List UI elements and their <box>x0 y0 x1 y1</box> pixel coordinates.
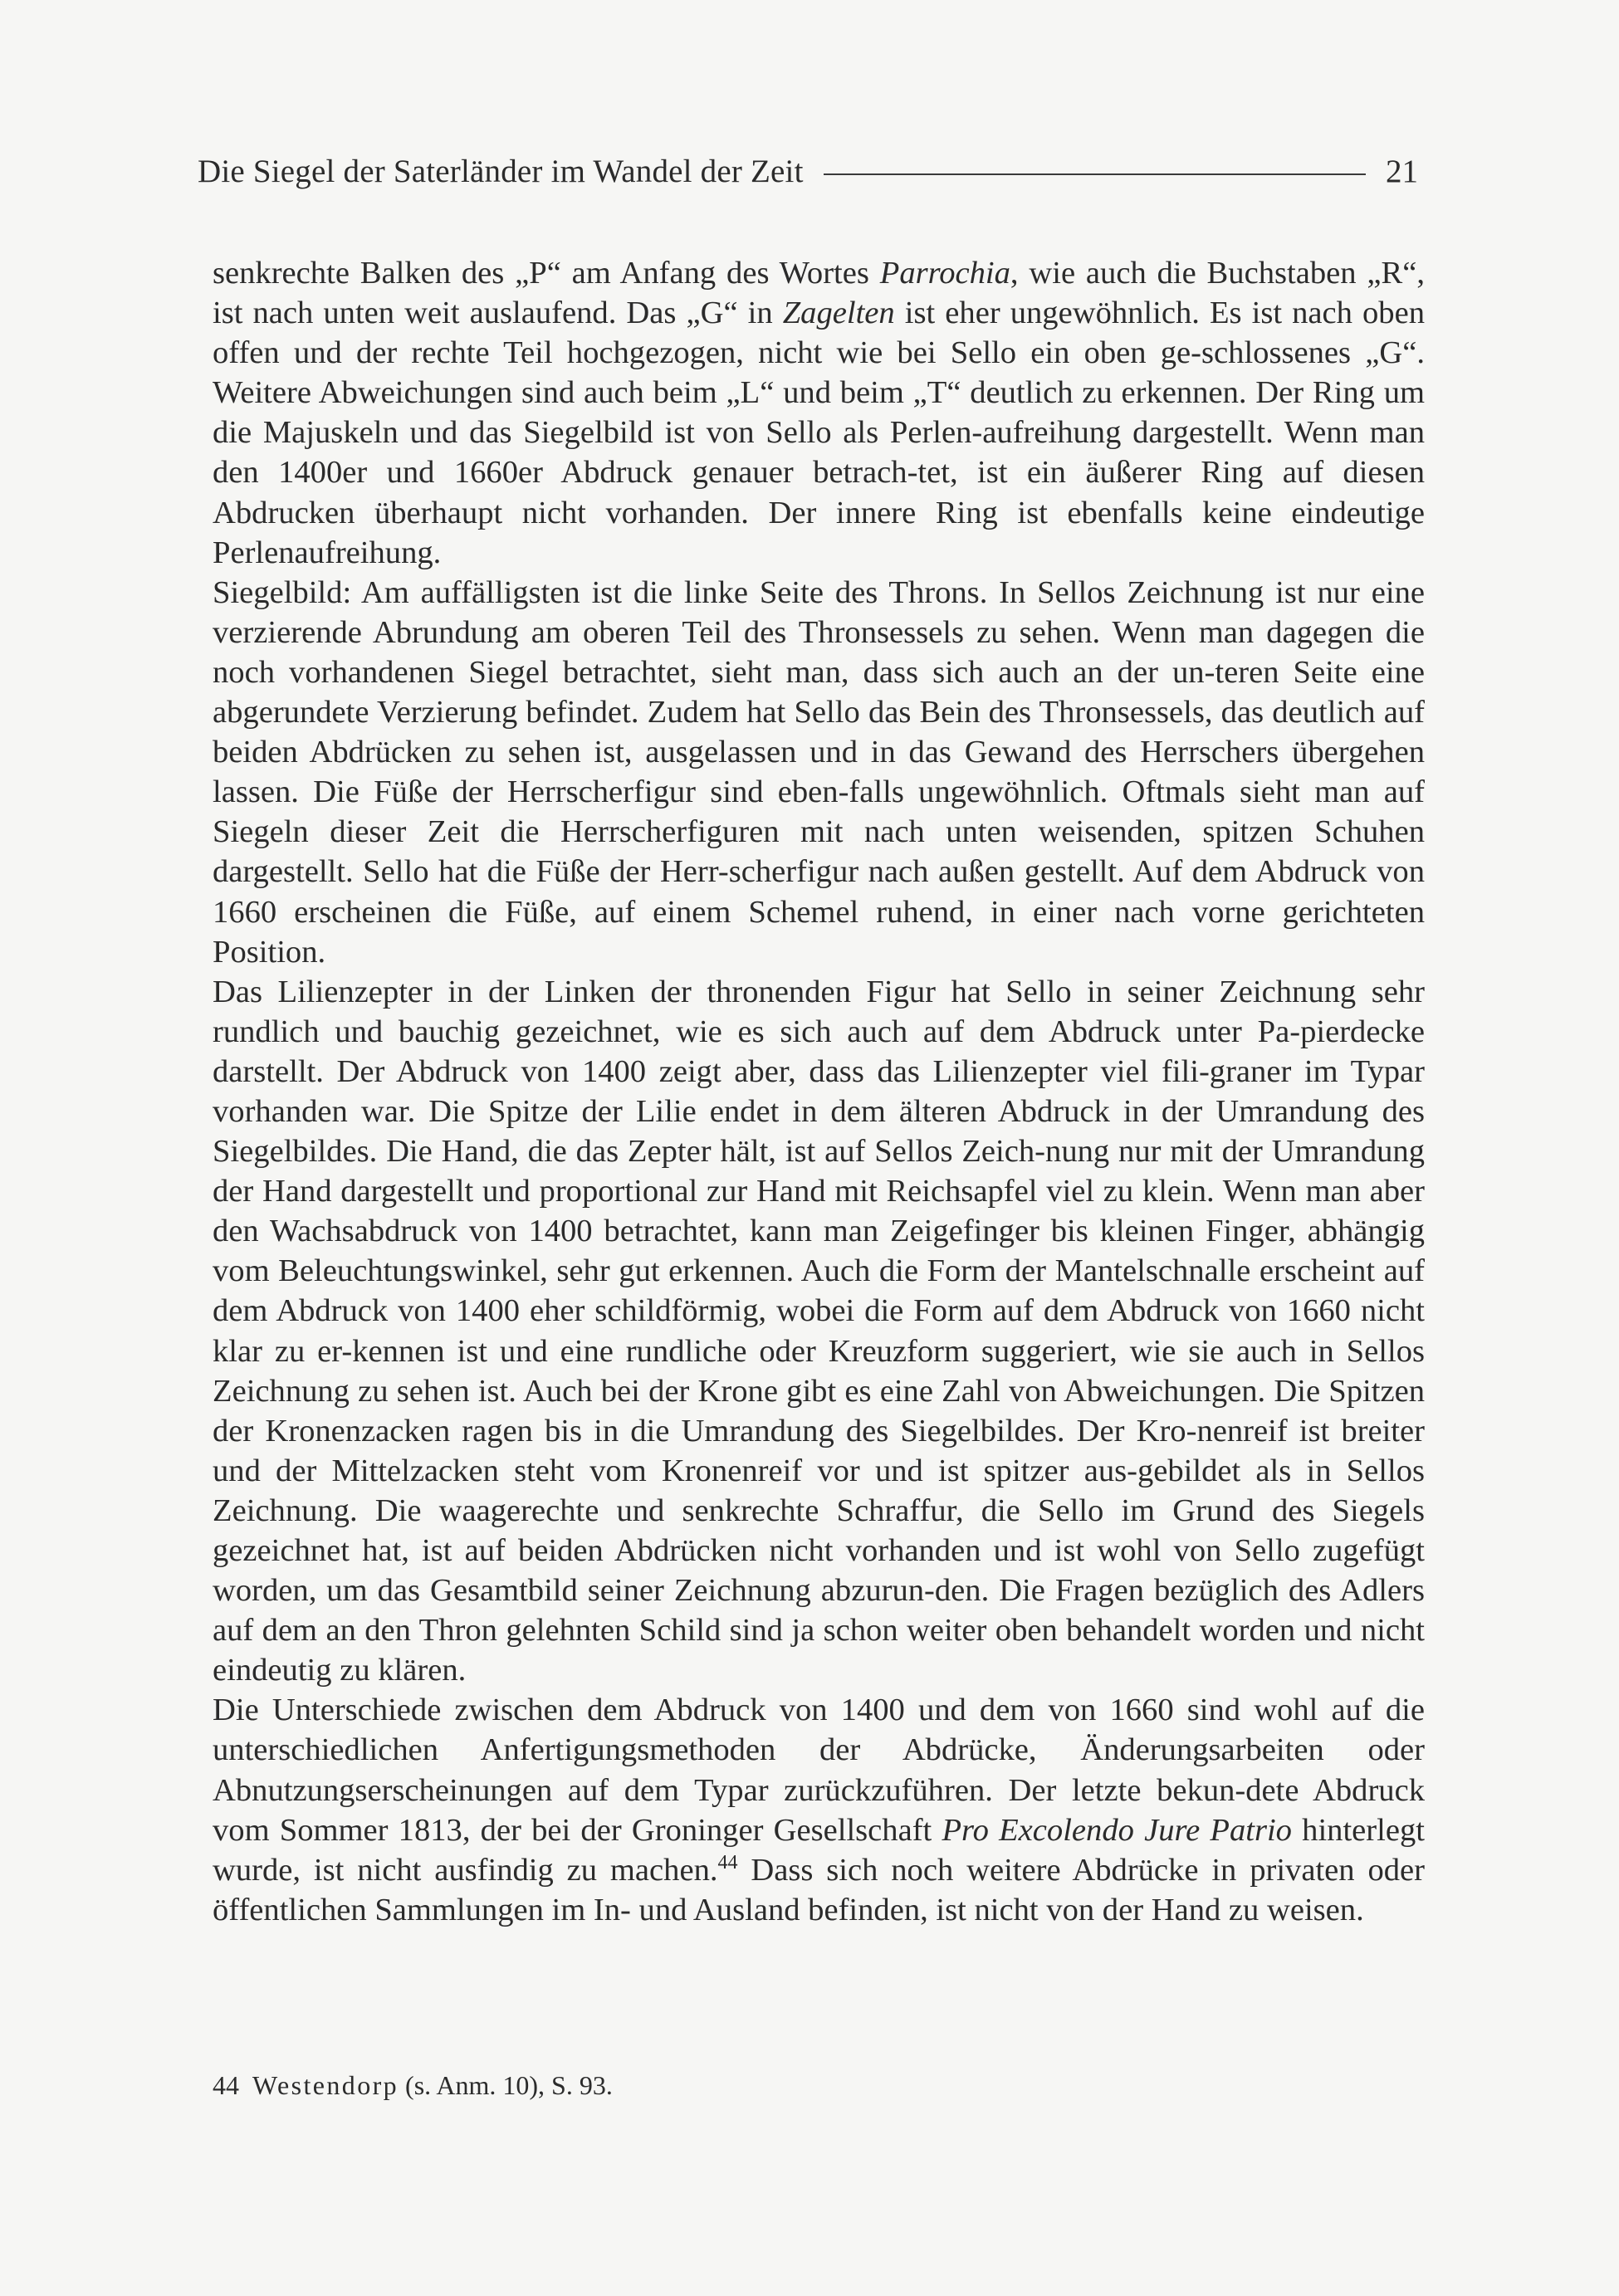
footnote-number: 44 <box>213 2070 239 2100</box>
paragraph <box>213 573 1425 972</box>
italic-text: Parrochia <box>879 256 1010 291</box>
italic-text: Pro Excolendo Jure Patrio <box>942 1812 1292 1848</box>
paragraph <box>213 253 1425 573</box>
header-rule <box>824 173 1366 175</box>
paragraph <box>213 972 1425 1691</box>
footnote-author: Westendorp <box>252 2070 399 2100</box>
footnote-reference: 44 <box>717 1851 738 1873</box>
text-run: senkrechte Balken des „P“ am Anfang des Wortes <box>213 256 880 291</box>
running-head <box>198 146 1418 196</box>
italic-text: Zagelten <box>782 296 895 331</box>
page-number: 21 <box>1386 153 1418 189</box>
text-run: Das Lilienzepter in der Linken der thronenden Figur hat Sello in seiner Zeichnung sehr rundlich und bauchig gezeichnet, wie es sich auch auf dem Abdruck unter Pa-pierdecke darstellt. Der Abdruck von 1400 zeigt aber, dass das Lilienzepter viel fili-graner im Typar vorhanden war. Die Spitze der Lilie endet in dem älteren Abdruck in der Umrandung des Siegelbildes. Die Hand, die das Zepter hält, ist auf Sellos Zeich-nung nur mit der Umrandung der Hand dargestellt und proportional zur Hand mit Reichsapfel viel zu klein. Wenn man aber den Wachsabdruck von 1400 betrachtet, kann man Zeigefinger bis kleinen Finger, abhängig vom Beleuchtungswinkel, sehr gut erkennen. Auch die Form der Mantelschnalle erscheint auf dem Abdruck von 1400 eher schildförmig, wobei die Form auf dem Abdruck von 1660 nicht klar zu er-kennen ist und eine rundliche oder Kreuzform suggeriert, wie sie auch in Sellos Zeichnung zu sehen ist. Auch bei der Krone gibt es eine Zahl von Abweichungen. Die Spitzen der Kronenzacken ragen bis in die Umrandung des Siegelbildes. Der Kro-nenreif ist breiter und der Mittelzacken steht vom Kronenreif vor und ist spitzer aus-gebildet als in Sellos Zeichnung. Die waagerechte und senkrechte Schraffur, die Sello im Grund des Siegels gezeichnet hat, ist auf beiden Abdrücken nicht vorhanden und ist wohl von Sello zugefügt worden, um das Gesamtbild seiner Zeichnung abzurun-den. Die Fragen bezüglich des Adlers auf dem an den Thron gelehnten Schild sind ja schon weiter oben behandelt worden und nicht eindeutig zu klären. <box>213 974 1425 1688</box>
body-text <box>213 253 1425 1930</box>
text-run: ist eher ungewöhnlich. Es ist nach oben offen und der rechte Teil hochgezogen, nicht wie bei Sello ein oben ge-schlossenes „G“. Weitere Abweichungen sind auch beim „L“ und beim „T“ deutlich zu erkennen. Der Ring um die Majuskeln und das Siegelbild ist von Sello als Perlen-aufreihung dargestellt. Wenn man den 1400er und 1660er Abdruck genauer betrach-tet, ist ein äußerer Ring auf diesen Abdrucken überhaupt nicht vorhanden. Der innere Ring ist ebenfalls keine eindeutige Perlenaufreihung. <box>213 296 1425 570</box>
text-run: hinterlegt wurde, ist nicht ausfindig zu machen. <box>213 1812 1426 1888</box>
text-run: Die Unterschiede zwischen dem Abdruck von 1400 und dem von 1660 sind wohl auf die unterschiedlichen Anfertigungsmethoden der Abdrücke, Änderungsarbeiten oder Abnutzungserscheinungen auf dem Typar zurückzuführen. Der letzte bekun-dete Abdruck vom Sommer 1813, der bei der Groninger Gesellschaft <box>213 1693 1425 1848</box>
paragraph <box>213 1690 1425 1930</box>
running-title: Die Siegel der Saterländer im Wandel der Zeit <box>198 153 804 189</box>
text-run: Siegelbild: Am auffälligsten ist die linke Seite des Throns. In Sellos Zeichnung ist nur eine verzierende Abrundung am oberen Teil des Thronsessels zu sehen. Wenn man dagegen die noch vorhandenen Siegel betrachtet, sieht man, dass sich auch an der un-teren Seite eine abgerundete Verzierung befindet. Zudem hat Sello das Bein des Thronsessels, das deutlich auf beiden Abdrücken zu sehen ist, ausgelassen und in das Gewand des Herrschers übergehen lassen. Die Füße der Herrscherfigur sind eben-falls ungewöhnlich. Oftmals sieht man auf Siegeln dieser Zeit die Herrscherfiguren mit nach unten weisenden, spitzen Schuhen dargestellt. Sello hat die Füße der Herr-scherfigur nach außen gestellt. Auf dem Abdruck von 1660 erscheinen die Füße, auf einem Schemel ruhend, in einer nach vorne gerichteten Position. <box>213 574 1425 970</box>
text-run: Dass sich noch weitere Abdrücke in privaten oder öffentlichen Sammlungen im In- und Ausland befinden, ist nicht von der Hand zu weisen. <box>213 1852 1425 1927</box>
footnote <box>213 2069 613 2102</box>
text-run: , wie auch die Buchstaben „R“, ist nach unten weit auslaufend. Das „G“ in <box>213 256 1425 331</box>
footnote-text: (s. Anm. 10), S. 93. <box>399 2070 613 2100</box>
